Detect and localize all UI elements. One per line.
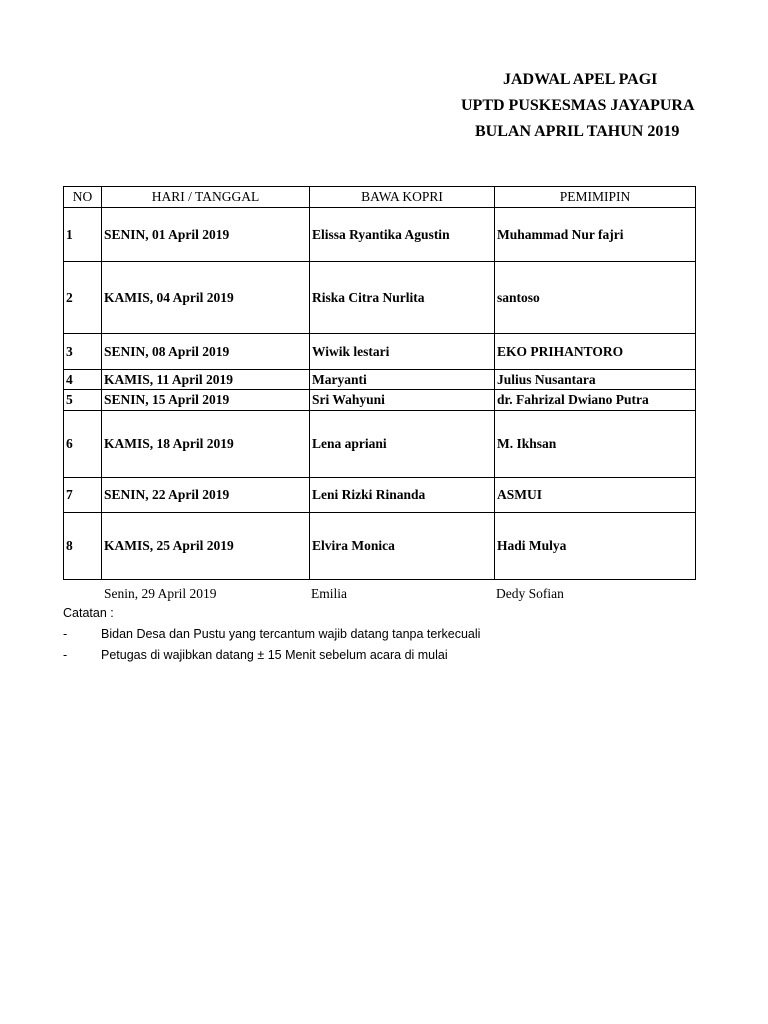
row-leader: EKO PRIHANTORO [495,334,696,370]
row-leader: Hadi Mulya [495,513,696,580]
row-no: 8 [64,513,102,580]
extra-row-leader: Dedy Sofian [496,586,564,601]
document-title [455,70,768,150]
row-no: 6 [64,411,102,478]
row-day: KAMIS, 25 April 2019 [102,513,310,580]
note-text: Petugas di wajibkan datang ± 15 Menit sebelum acara di mulai [101,648,448,662]
column-header-leader: PEMIMIPIN [495,187,696,208]
column-header-kopri: BAWA KOPRI [310,187,495,208]
row-kopri: Elvira Monica [310,513,495,580]
row-leader: Muhammad Nur fajri [495,208,696,262]
row-day: SENIN, 15 April 2019 [102,390,310,411]
row-kopri: Leni Rizki Rinanda [310,478,495,513]
table-row [64,390,696,411]
row-day: SENIN, 08 April 2019 [102,334,310,370]
column-header-no: NO [64,187,102,208]
table-row [64,411,696,478]
row-no: 3 [64,334,102,370]
schedule-table [63,186,696,580]
row-day: KAMIS, 11 April 2019 [102,370,310,390]
note-dash: - [63,648,68,662]
title-line-3: BULAN APRIL TAHUN 2019 [475,123,680,140]
row-no: 4 [64,370,102,390]
row-day: SENIN, 22 April 2019 [102,478,310,513]
row-leader: dr. Fahrizal Dwiano Putra [495,390,696,411]
row-day: SENIN, 01 April 2019 [102,208,310,262]
row-leader: santoso [495,262,696,334]
note-dash: - [63,627,68,641]
table-row [64,262,696,334]
row-no: 2 [64,262,102,334]
column-header-day: HARI / TANGGAL [102,187,310,208]
row-day: KAMIS, 04 April 2019 [102,262,310,334]
table-row [64,208,696,262]
row-leader: M. Ikhsan [495,411,696,478]
row-kopri: Wiwik lestari [310,334,495,370]
table-row [64,513,696,580]
row-leader: ASMUI [495,478,696,513]
notes-label: Catatan : [63,606,114,620]
table-row [64,334,696,370]
row-no: 7 [64,478,102,513]
row-day: KAMIS, 18 April 2019 [102,411,310,478]
row-kopri: Maryanti [310,370,495,390]
table-header-row [64,187,696,208]
row-kopri: Sri Wahyuni [310,390,495,411]
row-no: 5 [64,390,102,411]
extra-row-day: Senin, 29 April 2019 [104,586,217,601]
note-text: Bidan Desa dan Pustu yang tercantum wajib datang tanpa terkecuali [101,627,481,641]
row-kopri: Lena apriani [310,411,495,478]
row-kopri: Elissa Ryantika Agustin [310,208,495,262]
row-kopri: Riska Citra Nurlita [310,262,495,334]
row-no: 1 [64,208,102,262]
title-line-1: JADWAL APEL PAGI [503,71,658,88]
table-row [64,478,696,513]
title-line-2: UPTD PUSKESMAS JAYAPURA [461,97,695,114]
row-leader: Julius Nusantara [495,370,696,390]
table-row [64,370,696,390]
extra-row-kopri: Emilia [311,586,347,601]
